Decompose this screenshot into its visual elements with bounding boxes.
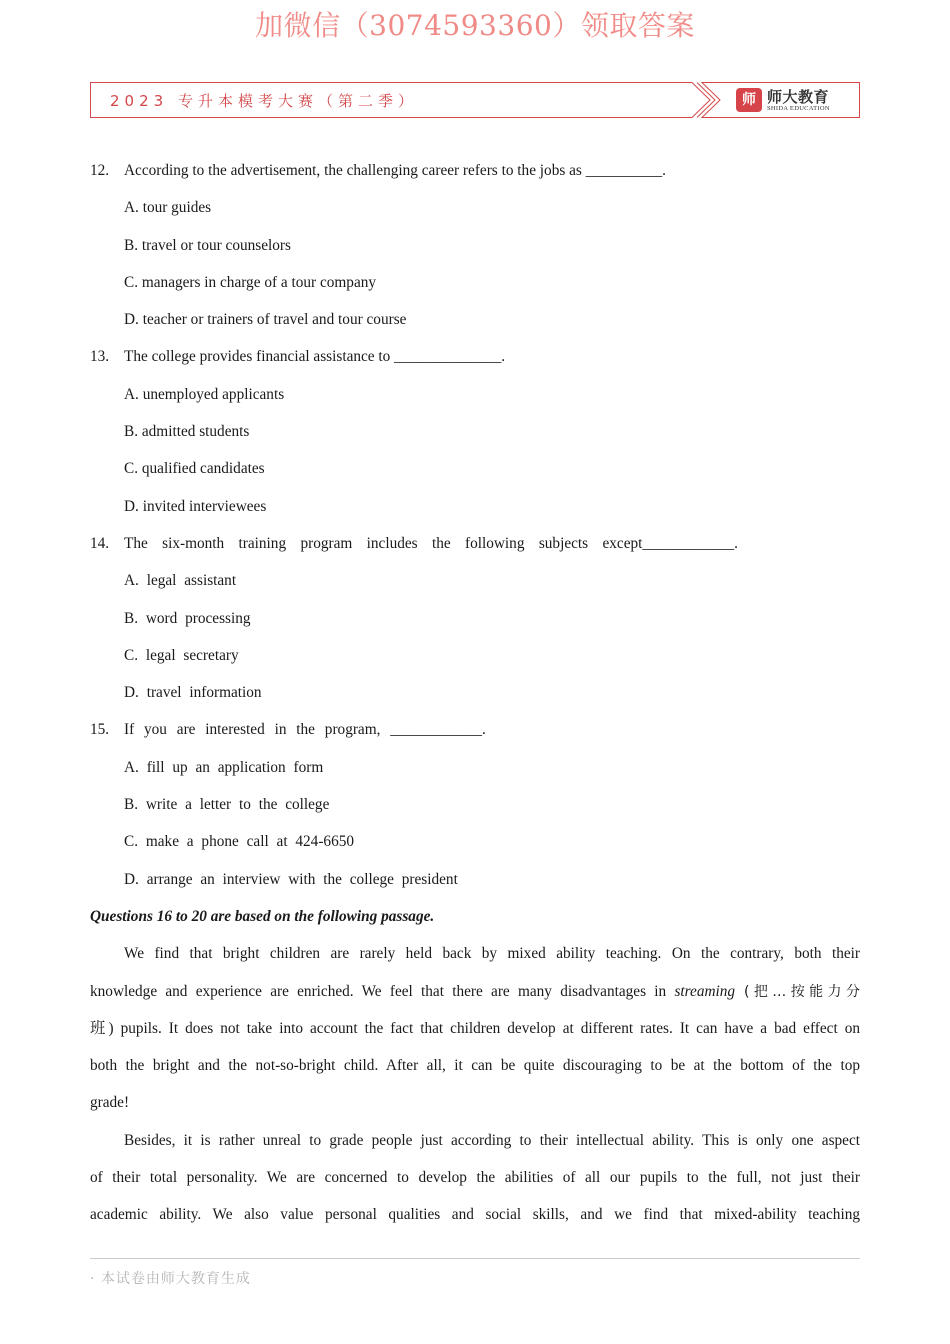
passage-line (90, 973, 860, 1010)
option-a: A. tour guides (124, 199, 212, 217)
passage-text: knowledge and experience are enriched. We feel that there are many disadvantages in (90, 982, 675, 1000)
brand-name: 师大教育 (767, 88, 830, 106)
question-stem: If you are interested in the program, ____________. (124, 721, 486, 739)
header-banner (90, 82, 860, 118)
question-number: 15. (90, 721, 110, 739)
option-b: B. write a letter to the college (124, 796, 330, 814)
question-14 (90, 525, 860, 711)
option-a: A. legal assistant (124, 572, 237, 590)
option-c: C. managers in charge of a tour company (124, 273, 377, 291)
option-a: A. unemployed applicants (124, 385, 285, 403)
option-b: B. admitted students (124, 423, 250, 441)
passage-heading: Questions 16 to 20 are based on the following passage. (90, 907, 435, 925)
passage-text: (把…按能力分 (735, 983, 860, 1000)
option-d: D. travel information (124, 684, 262, 702)
brand-logo (736, 86, 856, 114)
brand-subtitle: SHIDA EDUCATION (767, 105, 830, 112)
italic-term: streaming (674, 982, 736, 1000)
passage-line: grade! (90, 1094, 130, 1112)
option-b: B. word processing (124, 609, 251, 627)
passage-line: both the bright and the not-so-bright child. After all, it can be quite discouraging to be at the bottom of the top (90, 1057, 860, 1075)
passage-line: 班) pupils. It does not take into account the fact that children develop at different rates. It can have a bad effect on (90, 1019, 860, 1037)
question-stem: The college provides financial assistance to ______________. (124, 348, 506, 366)
passage-line: Besides, it is rather unreal to grade people just according to their intellectual ability. This is only one aspect (124, 1131, 860, 1149)
question-13 (90, 338, 860, 524)
question-stem: According to the advertisement, the challenging career refers to the jobs as __________. (124, 162, 667, 179)
exam-title: 2023 专升本模考大赛（第二季） (110, 92, 418, 110)
passage-line: of their total personality. We are concerned to develop the abilities of all our pupils to the full, not just their (90, 1169, 860, 1187)
passage-paragraph-1 (90, 935, 860, 1121)
passage-line: We find that bright children are rarely held back by mixed ability teaching. On the contrary, both their (124, 945, 860, 963)
question-12 (90, 152, 860, 338)
question-15 (90, 711, 860, 897)
option-c: C. make a phone call at 424-6650 (124, 833, 355, 851)
question-number: 12. (90, 162, 110, 179)
watermark-text: 加微信（3074593360）领取答案 (255, 9, 695, 42)
question-number: 13. (90, 348, 110, 366)
option-d: D. arrange an interview with the college president (124, 870, 458, 888)
question-stem: The six-month training program includes the following subjects except____________. (124, 534, 738, 552)
option-c: C. legal secretary (124, 646, 239, 664)
passage-line: academic ability. We also value personal qualities and social skills, and we find that mixed-ability teaching (90, 1206, 860, 1224)
passage-paragraph-2 (90, 1122, 860, 1234)
footer-text: · 本试卷由师大教育生成 (90, 1271, 251, 1287)
footer-divider (90, 1258, 860, 1259)
exam-content (90, 152, 860, 1234)
option-d: D. invited interviewees (124, 497, 267, 515)
question-number: 14. (90, 534, 110, 552)
option-c: C. qualified candidates (124, 460, 265, 478)
option-d: D. teacher or trainers of travel and tour course (124, 311, 407, 329)
brand-icon: 师 (736, 88, 762, 112)
option-a: A. fill up an application form (124, 758, 324, 776)
option-b: B. travel or tour counselors (124, 236, 291, 254)
